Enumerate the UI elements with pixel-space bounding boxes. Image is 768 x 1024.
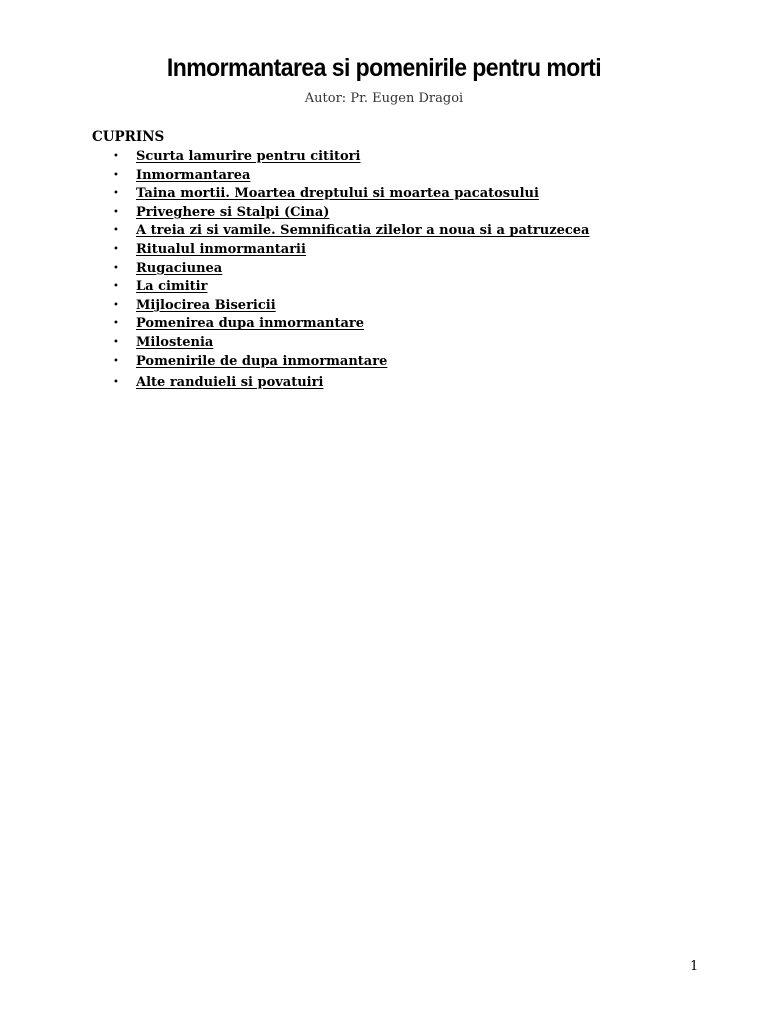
toc-link-mijlocirea[interactable]: Mijlocirea Bisericii bbox=[136, 297, 276, 313]
toc-link-la-cimitir[interactable]: La cimitir bbox=[136, 279, 208, 295]
toc-link-rugaciunea[interactable]: Rugaciunea bbox=[136, 260, 223, 276]
page-number: 1 bbox=[690, 959, 699, 974]
toc-link-priveghere[interactable]: Priveghere si Stalpi (Cina) bbox=[136, 204, 330, 220]
toc-link-pomenirile[interactable]: Pomenirile de dupa inmormantare bbox=[136, 353, 388, 369]
toc-heading: CUPRINS bbox=[92, 129, 165, 145]
bullet-icon: • bbox=[113, 206, 119, 218]
toc-item bbox=[92, 222, 712, 241]
bullet-icon: • bbox=[113, 188, 119, 200]
toc-list bbox=[92, 148, 712, 393]
document-title: Inmormantarea si pomenirile pentru morti bbox=[166, 54, 602, 82]
toc-link-pomenirea[interactable]: Pomenirea dupa inmormantare bbox=[136, 316, 365, 332]
toc-link-taina-mortii[interactable]: Taina mortii. Moartea dreptului si moartea pacatosului bbox=[136, 186, 539, 202]
bullet-icon: • bbox=[113, 225, 119, 237]
toc-item bbox=[92, 167, 712, 186]
toc-link-scurta-lamurire[interactable]: Scurta lamurire pentru cititori bbox=[136, 149, 361, 164]
bullet-icon: • bbox=[113, 355, 119, 367]
bullet-icon: • bbox=[113, 262, 119, 274]
toc-item bbox=[92, 260, 712, 279]
bullet-icon: • bbox=[113, 318, 119, 330]
bullet-icon: • bbox=[113, 151, 119, 162]
toc-item bbox=[92, 297, 712, 316]
toc-link-a-treia-zi[interactable]: A treia zi si vamile. Semnificatia zilelor a noua si a patruzecea bbox=[136, 223, 590, 239]
toc-item bbox=[92, 278, 712, 297]
toc-link-ritualul[interactable]: Ritualul inmormantarii bbox=[136, 241, 306, 257]
bullet-icon: • bbox=[113, 299, 119, 311]
bullet-icon: • bbox=[113, 281, 119, 293]
document-author: Autor: Pr. Eugen Dragoi bbox=[304, 91, 464, 106]
bullet-icon: • bbox=[113, 377, 119, 389]
toc-item bbox=[92, 353, 712, 372]
toc-link-alte-randuieli[interactable]: Alte randuieli si povatuiri bbox=[136, 375, 324, 391]
toc-item bbox=[92, 374, 712, 393]
table-of-contents bbox=[92, 128, 712, 393]
bullet-icon: • bbox=[113, 243, 119, 255]
bullet-icon: • bbox=[113, 169, 119, 181]
toc-item bbox=[92, 334, 712, 353]
toc-item bbox=[92, 185, 712, 204]
toc-item bbox=[92, 204, 712, 223]
toc-item bbox=[92, 148, 712, 167]
toc-link-inmormantarea[interactable]: Inmormantarea bbox=[136, 167, 251, 183]
bullet-icon: • bbox=[113, 336, 119, 348]
toc-link-milostenia[interactable]: Milostenia bbox=[136, 334, 214, 350]
toc-item bbox=[92, 241, 712, 260]
toc-item bbox=[92, 315, 712, 334]
